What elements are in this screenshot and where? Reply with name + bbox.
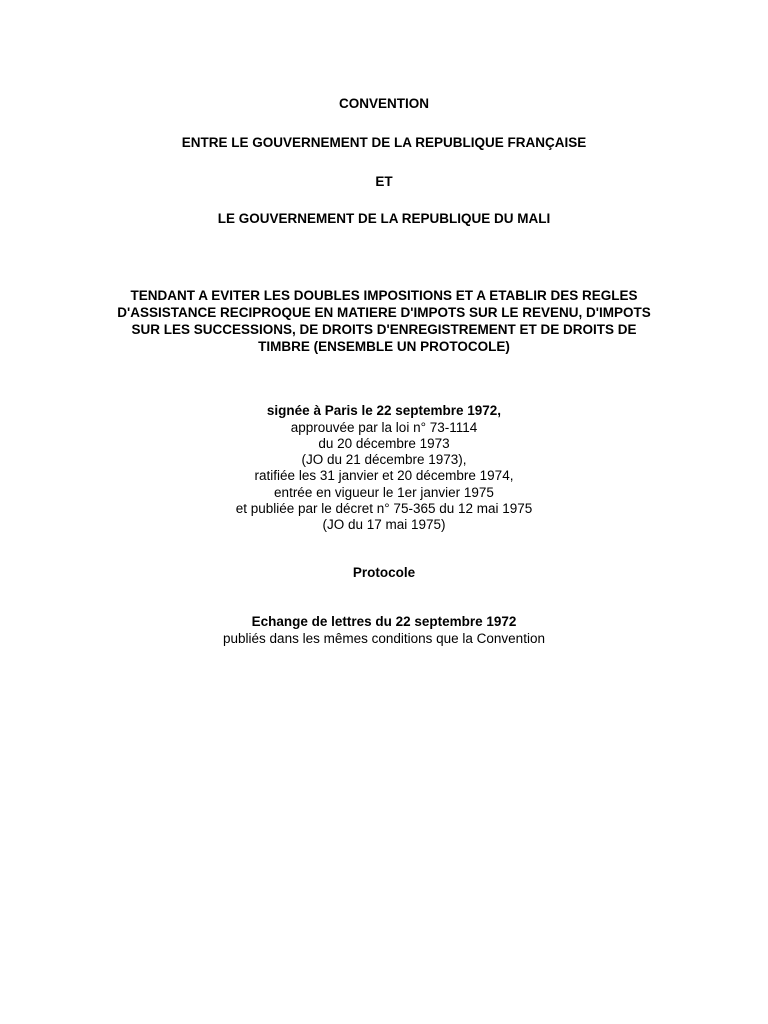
party-mali: LE GOUVERNEMENT DE LA REPUBLIQUE DU MALI bbox=[217, 211, 551, 226]
purpose-line: TIMBRE (ENSEMBLE UN PROTOCOLE) bbox=[258, 339, 510, 354]
entry-into-force-line: entrée en vigueur le 1er janvier 1975 bbox=[274, 485, 494, 500]
ratification-line: ratifiée les 31 janvier et 20 décembre 1974, bbox=[254, 468, 514, 483]
party-france: ENTRE LE GOUVERNEMENT DE LA REPUBLIQUE FRANÇAISE bbox=[181, 135, 587, 150]
purpose-line: SUR LES SUCCESSIONS, DE DROITS D'ENREGISTREMENT ET DE DROITS DE bbox=[131, 322, 637, 337]
party-connector: ET bbox=[375, 174, 393, 189]
protocol-title: Protocole bbox=[352, 565, 416, 580]
convention-heading: CONVENTION bbox=[338, 96, 429, 111]
approval-date-line: du 20 décembre 1973 bbox=[318, 436, 450, 451]
letters-title: Echange de lettres du 22 septembre 1972 bbox=[251, 614, 517, 629]
purpose-line: D'ASSISTANCE RECIPROQUE EN MATIERE D'IMPOTS SUR LE REVENU, D'IMPOTS bbox=[117, 305, 651, 320]
letters-note: publiés dans les mêmes conditions que la Convention bbox=[223, 631, 545, 646]
signature-line: signée à Paris le 22 septembre 1972, bbox=[266, 403, 502, 418]
purpose-block bbox=[80, 287, 688, 355]
journal-officiel-line-2: (JO du 17 mai 1975) bbox=[322, 517, 446, 532]
publication-line: et publiée par le décret n° 75-365 du 12 mai 1975 bbox=[235, 501, 533, 516]
journal-officiel-line: (JO du 21 décembre 1973), bbox=[301, 452, 467, 467]
approval-line: approuvée par la loi n° 73-1114 bbox=[290, 420, 478, 435]
purpose-line: TENDANT A EVITER LES DOUBLES IMPOSITIONS ET A ETABLIR DES REGLES bbox=[130, 288, 638, 303]
